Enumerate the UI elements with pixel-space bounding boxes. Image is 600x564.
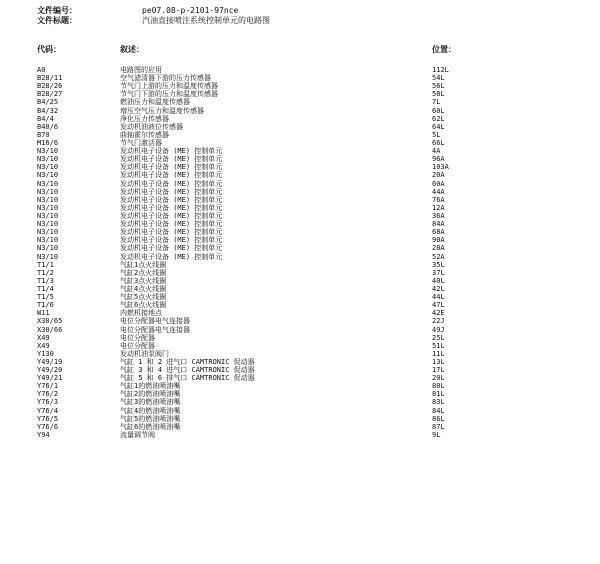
component-code: N3/10 [37,163,59,172]
component-location: 84A [432,220,445,229]
component-code: N3/10 [37,211,59,220]
component-location: 103A [432,163,449,172]
list-item [0,220,600,228]
list-item [0,326,600,334]
component-code: Y76/2 [37,390,59,399]
component-description: 发动机电子设备 (ME) 控制单元 [120,211,223,220]
component-location: 20L [432,374,445,383]
component-location: 54L [432,74,445,83]
component-code: T1/6 [37,301,54,310]
list-item [0,131,600,139]
component-location: 80L [432,382,445,391]
component-description: 气缸2的燃油喷油嘴 [120,390,181,399]
component-location: 37L [432,268,445,277]
component-location: 49J [432,325,445,334]
component-description: 发动机电子设备 (ME) 控制单元 [120,220,223,229]
component-code: Y49/20 [37,366,63,375]
list-item [0,196,600,204]
component-code: B28/26 [37,82,63,91]
location-column-header: 位置： [432,45,456,54]
component-code: M16/6 [37,138,59,147]
component-code: N3/10 [37,187,59,196]
component-description: 燃油压力和温度传感器 [120,98,190,107]
component-location: 36A [432,211,445,220]
component-description: 气缸4点火线圈 [120,284,167,293]
component-location: 17L [432,366,445,375]
component-location: 5L [432,130,441,139]
component-location: 60L [432,106,445,115]
component-description: 电路图的应用 [120,66,162,74]
component-description: 电位分配器 [120,341,155,350]
component-code: X30/65 [37,317,63,326]
component-description: 节气门下游的压力和温度传感器 [120,90,218,99]
list-item [0,293,600,301]
component-code: Y76/6 [37,422,59,431]
file-number-value: pe07.08-p-2101-97nce [142,6,239,15]
component-location: 84L [432,406,445,415]
component-description: 气缸1点火线圈 [120,260,167,269]
component-location: 9L [432,430,441,439]
component-code: Y76/4 [37,406,59,415]
list-item [0,171,600,179]
list-item [0,253,600,261]
component-code: B28/11 [37,74,63,83]
component-description: 气缸5的燃油喷油嘴 [120,414,181,423]
component-code: N3/10 [37,228,59,237]
component-location: 44L [432,293,445,302]
list-item [0,309,600,317]
component-code: B40/6 [37,122,59,131]
component-code: X49 [37,341,50,350]
component-code: N3/10 [37,252,59,261]
component-description: 气缸3点火线圈 [120,276,167,285]
component-code: N3/10 [37,220,59,229]
column-headers [0,45,600,55]
component-description: 发动机电子设备 (ME) 控制单元 [120,171,223,180]
component-description: 发动机油泵阀门 [120,349,169,358]
component-code: Y49/19 [37,357,63,366]
code-column-header: 代码： [37,45,61,54]
component-description: 发动机油液位传感器 [120,122,183,131]
component-code: Y76/1 [37,382,59,391]
list-item [0,382,600,390]
list-item [0,350,600,358]
component-location: 112L [432,66,449,74]
list-item [0,163,600,171]
component-description: 净化压力传感器 [120,114,169,123]
list-item [0,147,600,155]
component-code: A0 [37,66,46,74]
component-location: 81L [432,390,445,399]
component-description: 电位分配器电气连接器 [120,317,190,326]
list-item [0,431,600,439]
component-location: 51L [432,341,445,350]
component-code: Y76/5 [37,414,59,423]
component-location: 86L [432,414,445,423]
component-code: X49 [37,333,50,342]
list-item [0,228,600,236]
component-description: 电位分配器 [120,333,155,342]
component-location: 76A [432,195,445,204]
component-location: 22J [432,317,445,326]
list-item [0,244,600,252]
component-location: 90A [432,236,445,245]
list-item [0,334,600,342]
component-description: 增压空气压力和温度传感器 [120,106,204,115]
list-item [0,74,600,82]
component-location: 96A [432,155,445,164]
component-location: 35L [432,260,445,269]
component-code: B70 [37,130,50,139]
component-code: W11 [37,309,50,318]
component-code: T1/5 [37,293,54,302]
component-description: 气缸4的燃油喷油嘴 [120,406,181,415]
component-location: 58L [432,90,445,99]
list-item [0,261,600,269]
list-item [0,415,600,423]
component-description: 空气滤清器下游的压力传感器 [120,74,211,83]
list-item [0,115,600,123]
list-item [0,277,600,285]
component-location: 12A [432,203,445,212]
component-description: 发动机电子设备 (ME) 控制单元 [120,236,223,245]
list-item [0,374,600,382]
list-item [0,107,600,115]
list-item [0,123,600,131]
component-location: 25L [432,333,445,342]
component-location: 87L [432,422,445,431]
component-description: 发动机电子设备 (ME) 控制单元 [120,179,223,188]
component-location: 7L [432,98,441,107]
component-location: 42E [432,309,445,318]
component-description: 气缸3的燃油喷油嘴 [120,398,181,407]
list-item [0,139,600,147]
list-item [0,423,600,431]
component-description: 发动机电子设备 (ME) 控制单元 [120,244,223,253]
component-description: 气缸6点火线圈 [120,301,167,310]
list-item [0,180,600,188]
file-number-row [37,6,238,15]
component-code: Y76/3 [37,398,59,407]
component-location: 66L [432,138,445,147]
list-item [0,301,600,309]
component-code: N3/10 [37,155,59,164]
list-item [0,188,600,196]
component-location: 40L [432,276,445,285]
component-list [0,66,600,439]
component-code: N3/10 [37,171,59,180]
component-code: X30/66 [37,325,63,334]
list-item [0,90,600,98]
list-item [0,66,600,74]
component-description: 气缸1的燃油喷油嘴 [120,382,181,391]
list-item [0,398,600,406]
list-item [0,155,600,163]
file-title-row [37,16,270,25]
component-description: 发动机电子设备 (ME) 控制单元 [120,155,223,164]
component-code: N3/10 [37,244,59,253]
list-item [0,366,600,374]
component-code: Y130 [37,349,54,358]
component-location: 47L [432,301,445,310]
component-description: 发动机电子设备 (ME) 控制单元 [120,195,223,204]
component-description: 发动机电子设备 (ME) 控制单元 [120,147,223,156]
component-description: 内燃机接地点 [120,309,162,318]
component-description: 发动机电子设备 (ME) 控制单元 [120,163,223,172]
component-description: 气缸 1 和 2 进气口 CAMTRONIC 促动器 [120,357,255,366]
component-code: B4/4 [37,114,54,123]
component-code: N3/10 [37,203,59,212]
component-description: 发动机电子设备 (ME) 控制单元 [120,187,223,196]
component-location: 52A [432,252,445,261]
component-description: 气缸 5 和 6 排气口 CAMTRONIC 促动器 [120,374,255,383]
component-description: 曲轴霍尔传感器 [120,130,169,139]
component-code: T1/3 [37,276,54,285]
component-location: 11L [432,349,445,358]
component-description: 流量调节阀 [120,430,155,439]
component-description: 节气门上游的压力和温度传感器 [120,82,218,91]
component-location: 28A [432,244,445,253]
component-code: B4/32 [37,106,59,115]
list-item [0,390,600,398]
component-description: 气缸5点火线圈 [120,293,167,302]
component-code: T1/1 [37,260,54,269]
component-location: 42L [432,284,445,293]
component-code: N3/10 [37,147,59,156]
component-code: N3/10 [37,179,59,188]
list-item [0,236,600,244]
component-code: Y94 [37,430,50,439]
component-location: 64L [432,122,445,131]
component-description: 电位分配器电气连接器 [120,325,190,334]
component-description: 气缸6的燃油喷油嘴 [120,422,181,431]
list-item [0,285,600,293]
component-location: 13L [432,357,445,366]
component-location: 62L [432,114,445,123]
list-item [0,317,600,325]
component-location: 4A [432,147,441,156]
file-title-value: 汽油直接喷注系统控制单元的电路图 [142,16,270,25]
description-column-header: 叙述： [120,45,144,54]
component-description: 发动机电子设备 (ME) 控制单元 [120,252,223,261]
list-item [0,204,600,212]
component-location: 56L [432,82,445,91]
component-description: 发动机电子设备 (ME) 控制单元 [120,228,223,237]
component-location: 83L [432,398,445,407]
file-number-label: 文件编号： [37,6,77,15]
component-description: 气缸2点火线圈 [120,268,167,277]
component-code: B28/27 [37,90,63,99]
list-item [0,358,600,366]
component-location: 20A [432,171,445,180]
list-item [0,342,600,350]
component-description: 节气门激活器 [120,138,162,147]
list-item [0,82,600,90]
component-location: 44A [432,187,445,196]
component-location: 68A [432,228,445,237]
component-code: T1/2 [37,268,54,277]
component-description: 气缸 3 和 4 进气口 CAMTRONIC 促动器 [120,366,255,375]
list-item [0,407,600,415]
component-description: 发动机电子设备 (ME) 控制单元 [120,203,223,212]
list-item [0,212,600,220]
list-item [0,269,600,277]
component-code: N3/10 [37,236,59,245]
component-location: 60A [432,179,445,188]
component-code: Y49/21 [37,374,63,383]
component-code: N3/10 [37,195,59,204]
component-code: T1/4 [37,284,54,293]
component-code: B4/25 [37,98,59,107]
list-item [0,98,600,106]
file-title-label: 文件标题： [37,16,77,25]
